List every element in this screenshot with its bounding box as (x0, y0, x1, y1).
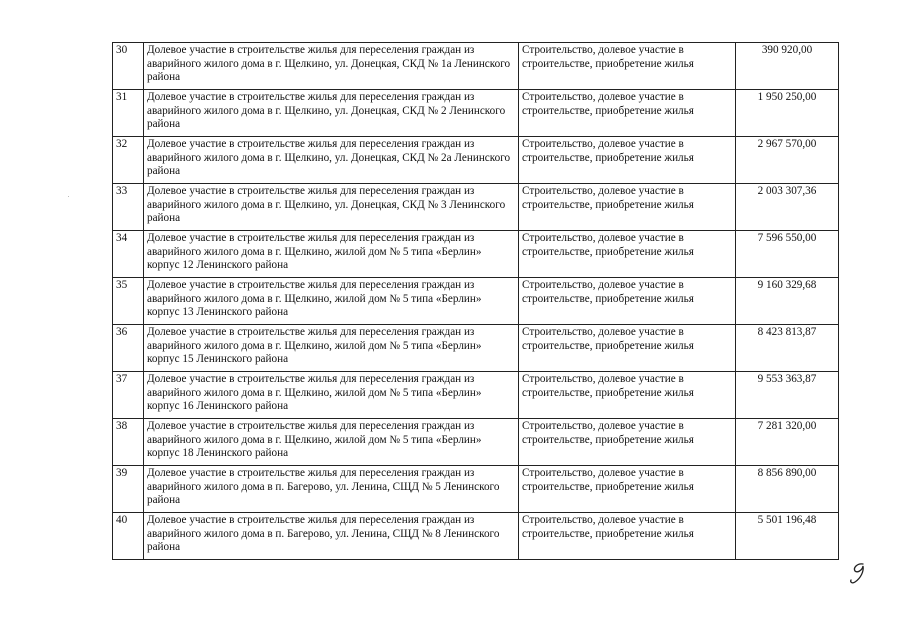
table-row (113, 278, 839, 325)
table-row (113, 325, 839, 372)
row-description: Долевое участие в строительстве жилья для переселения граждан из аварийного жилого дома в г. Щелкино, жилой дом № 5 типа «Берлин» корпус 18 Ленинского района (144, 419, 519, 466)
row-description: Долевое участие в строительстве жилья для переселения граждан из аварийного жилого дома в г. Щелкино, ул. Донецкая, СКД № 2а Ленинского района (144, 137, 519, 184)
row-amount: 8 856 890,00 (736, 466, 839, 513)
row-description: Долевое участие в строительстве жилья для переселения граждан из аварийного жилого дома в г. Щелкино, ул. Донецкая, СКД № 3 Ленинского района (144, 184, 519, 231)
row-activity-type: Строительство, долевое участие в строительстве, приобретение жилья (519, 231, 736, 278)
row-amount: 9 160 329,68 (736, 278, 839, 325)
row-amount: 390 920,00 (736, 43, 839, 90)
row-description: Долевое участие в строительстве жилья для переселения граждан из аварийного жилого дома в п. Багерово, ул. Ленина, СЩД № 8 Ленинского района (144, 513, 519, 560)
table-row (113, 372, 839, 419)
row-amount: 7 596 550,00 (736, 231, 839, 278)
row-activity-type: Строительство, долевое участие в строительстве, приобретение жилья (519, 372, 736, 419)
table-row (113, 43, 839, 90)
row-description: Долевое участие в строительстве жилья для переселения граждан из аварийного жилого дома в г. Щелкино, жилой дом № 5 типа «Берлин» корпус 15 Ленинского района (144, 325, 519, 372)
row-number: 36 (113, 325, 144, 372)
row-description: Долевое участие в строительстве жилья для переселения граждан из аварийного жилого дома в г. Щелкино, жилой дом № 5 типа «Берлин» корпус 13 Ленинского района (144, 278, 519, 325)
table-row (113, 137, 839, 184)
table-row (113, 231, 839, 278)
row-amount: 7 281 320,00 (736, 419, 839, 466)
row-activity-type: Строительство, долевое участие в строительстве, приобретение жилья (519, 513, 736, 560)
row-activity-type: Строительство, долевое участие в строительстве, приобретение жилья (519, 419, 736, 466)
row-activity-type: Строительство, долевое участие в строительстве, приобретение жилья (519, 137, 736, 184)
row-amount: 8 423 813,87 (736, 325, 839, 372)
row-activity-type: Строительство, долевое участие в строительстве, приобретение жилья (519, 43, 736, 90)
table-row (113, 513, 839, 560)
row-number: 33 (113, 184, 144, 231)
row-number: 35 (113, 278, 144, 325)
table-row (113, 466, 839, 513)
row-description: Долевое участие в строительстве жилья для переселения граждан из аварийного жилого дома в г. Щелкино, жилой дом № 5 типа «Берлин» корпус 12 Ленинского района (144, 231, 519, 278)
row-activity-type: Строительство, долевое участие в строительстве, приобретение жилья (519, 278, 736, 325)
row-description: Долевое участие в строительстве жилья для переселения граждан из аварийного жилого дома в г. Щелкино, жилой дом № 5 типа «Берлин» корпус 16 Ленинского района (144, 372, 519, 419)
table-row (113, 184, 839, 231)
row-number: 30 (113, 43, 144, 90)
table-row (113, 90, 839, 137)
handwritten-page-number (846, 560, 872, 586)
row-number: 38 (113, 419, 144, 466)
row-activity-type: Строительство, долевое участие в строительстве, приобретение жилья (519, 466, 736, 513)
row-number: 37 (113, 372, 144, 419)
program-table (112, 42, 839, 560)
row-description: Долевое участие в строительстве жилья для переселения граждан из аварийного жилого дома в г. Щелкино, ул. Донецкая, СКД № 2 Ленинского района (144, 90, 519, 137)
row-amount: 2 003 307,36 (736, 184, 839, 231)
row-activity-type: Строительство, долевое участие в строительстве, приобретение жилья (519, 90, 736, 137)
row-activity-type: Строительство, долевое участие в строительстве, приобретение жилья (519, 184, 736, 231)
row-number: 34 (113, 231, 144, 278)
row-amount: 2 967 570,00 (736, 137, 839, 184)
row-amount: 5 501 196,48 (736, 513, 839, 560)
row-number: 31 (113, 90, 144, 137)
row-number: 39 (113, 466, 144, 513)
table-row (113, 419, 839, 466)
row-description: Долевое участие в строительстве жилья для переселения граждан из аварийного жилого дома в п. Багерово, ул. Ленина, СЩД № 5 Ленинского района (144, 466, 519, 513)
row-activity-type: Строительство, долевое участие в строительстве, приобретение жилья (519, 325, 736, 372)
row-amount: 9 553 363,87 (736, 372, 839, 419)
row-number: 40 (113, 513, 144, 560)
scan-artifact (68, 196, 69, 197)
row-description: Долевое участие в строительстве жилья для переселения граждан из аварийного жилого дома в г. Щелкино, ул. Донецкая, СКД № 1а Ленинского района (144, 43, 519, 90)
row-number: 32 (113, 137, 144, 184)
row-amount: 1 950 250,00 (736, 90, 839, 137)
document-page (112, 42, 839, 560)
